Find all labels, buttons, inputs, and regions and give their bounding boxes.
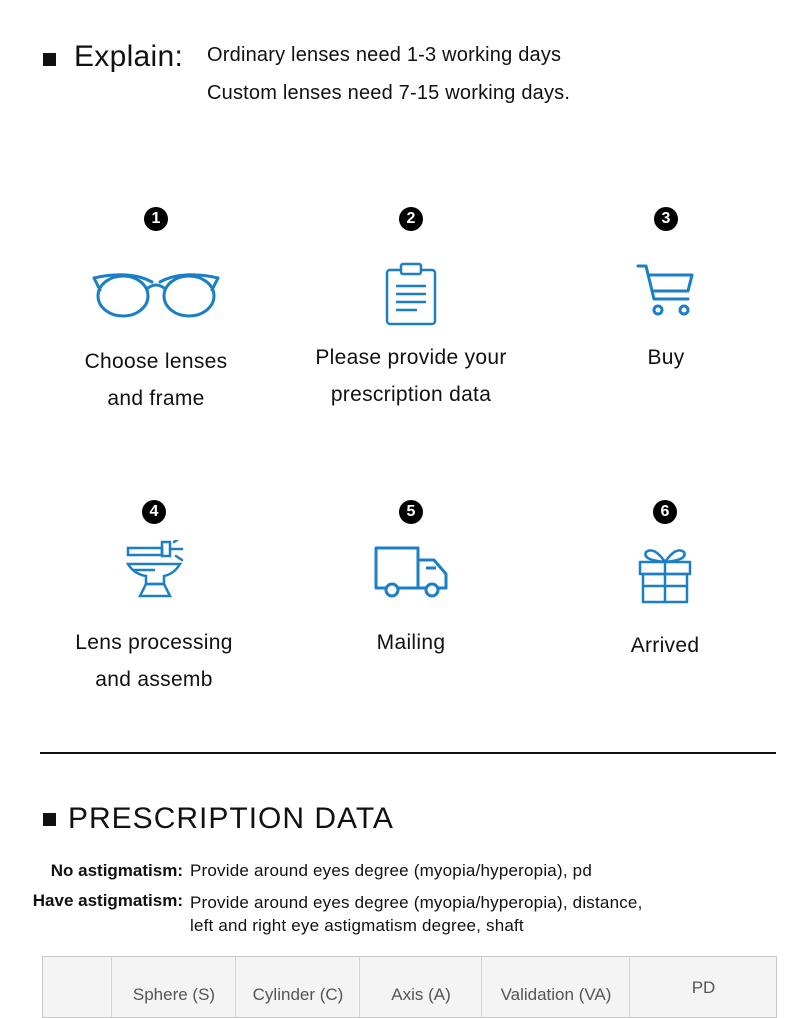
step-6	[535, 498, 795, 708]
prescription-title: PRESCRIPTION DATA	[68, 802, 394, 835]
shopping-cart-icon	[636, 263, 696, 319]
step-caption-1: Arrived	[630, 634, 700, 657]
step-2	[281, 205, 541, 425]
eyeglasses-icon	[90, 270, 222, 320]
prescription-table	[42, 956, 777, 1018]
step-4	[24, 498, 284, 708]
table-header-validation: Validation (VA)	[481, 957, 630, 1017]
bullet-square	[43, 53, 56, 66]
explain-line-2: Custom lenses need 7-15 working days.	[207, 82, 571, 104]
step-caption-1: Buy	[647, 346, 685, 369]
explain-line-1: Ordinary lenses need 1-3 working days	[207, 44, 562, 66]
step-caption-1: Choose lenses	[84, 350, 228, 373]
step-number: 3	[654, 207, 678, 231]
have-astigmatism-label: Have astigmatism:	[32, 891, 183, 910]
step-caption-2: and assemb	[95, 668, 213, 691]
anvil-hammer-icon	[124, 540, 186, 600]
step-3	[536, 205, 796, 425]
step-number: 6	[653, 500, 677, 524]
step-caption-1: Lens processing	[75, 631, 233, 654]
bullet-square	[43, 813, 56, 826]
gift-box-icon	[638, 546, 692, 604]
no-astigmatism-label: No astigmatism:	[50, 861, 183, 880]
delivery-truck-icon	[374, 546, 448, 602]
step-1	[26, 205, 286, 425]
table-header-axis: Axis (A)	[359, 957, 482, 1017]
clipboard-icon	[385, 262, 437, 326]
step-caption-2: and frame	[107, 387, 205, 410]
table-header-pd: PD	[629, 957, 777, 1017]
explain-label: Explain:	[74, 40, 184, 73]
step-caption-1: Mailing	[376, 631, 446, 654]
have-astigmatism-text-1: Provide around eyes degree (myopia/hyperopia), distance,	[190, 893, 643, 912]
step-number: 4	[142, 500, 166, 524]
table-header-blank	[43, 957, 111, 1017]
step-5	[281, 498, 541, 708]
step-number: 2	[399, 207, 423, 231]
section-divider	[40, 752, 776, 754]
table-header-cylinder: Cylinder (C)	[235, 957, 360, 1017]
step-caption-2: prescription data	[330, 383, 492, 406]
step-caption-1: Please provide your	[315, 346, 507, 369]
no-astigmatism-text: Provide around eyes degree (myopia/hyperopia), pd	[190, 861, 592, 880]
step-number: 1	[144, 207, 168, 231]
step-number: 5	[399, 500, 423, 524]
have-astigmatism-text-2: left and right eye astigmatism degree, shaft	[190, 916, 524, 935]
table-header-sphere: Sphere (S)	[111, 957, 236, 1017]
